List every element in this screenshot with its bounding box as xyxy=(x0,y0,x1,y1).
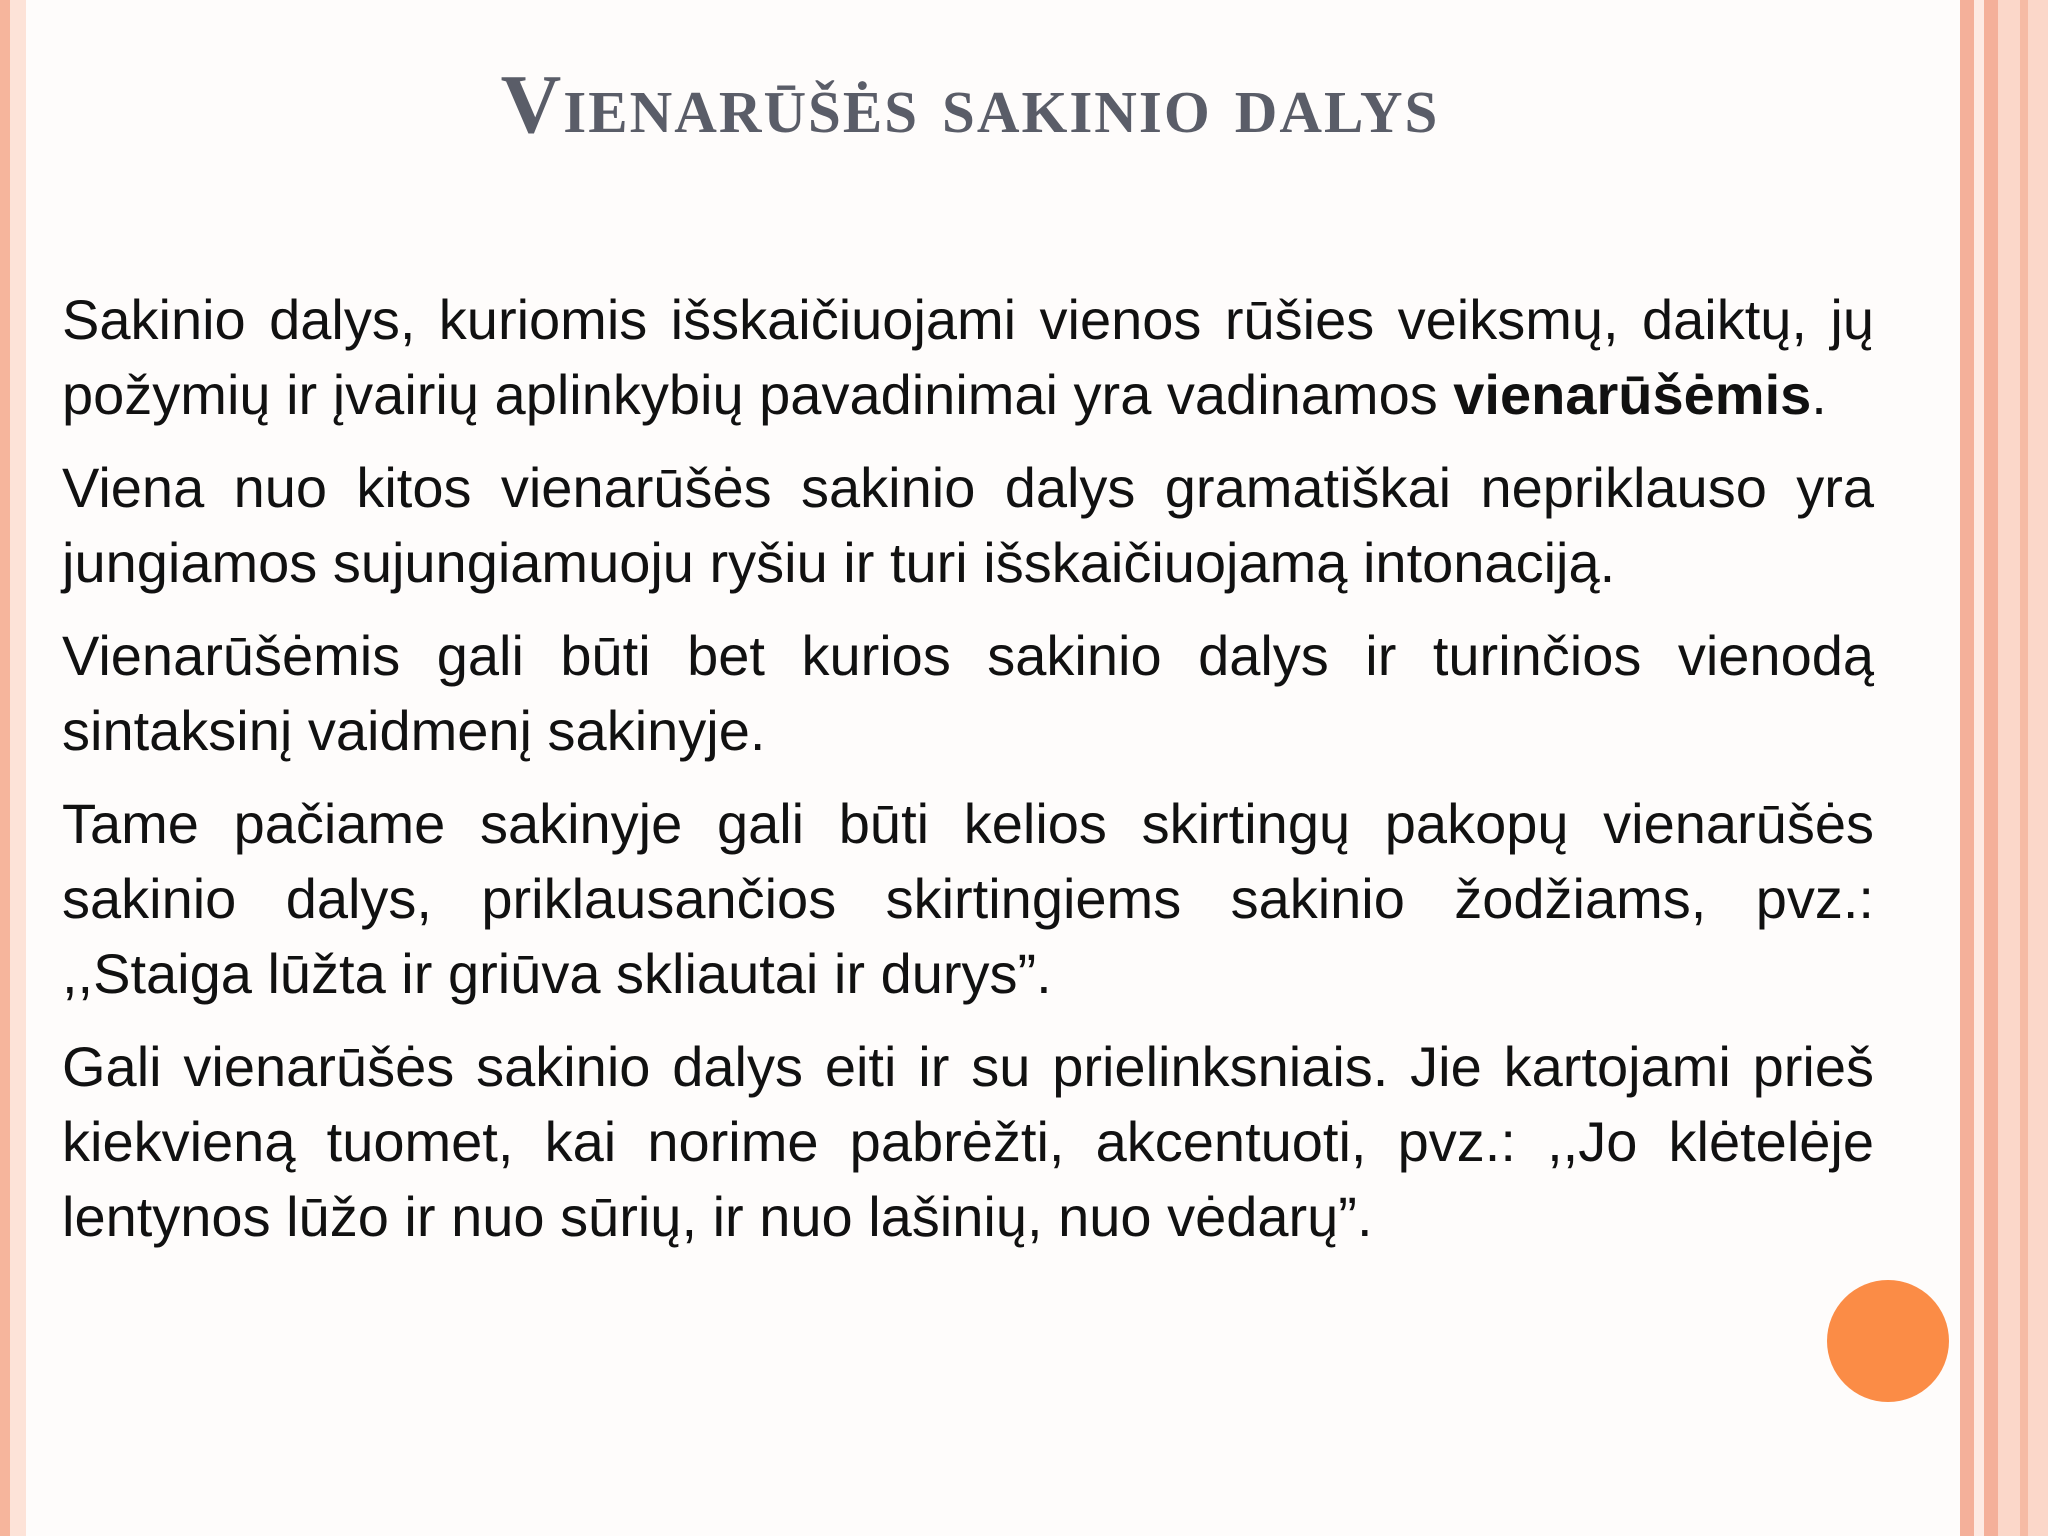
left-decorative-border xyxy=(0,0,26,1536)
paragraph-text: . xyxy=(1811,363,1827,426)
paragraph: Vienarūšėmis gali būti bet kurios sakinio dalys ir turinčios vienodą sintaksinį vaidmenį sakinyje. xyxy=(62,624,1874,762)
paragraph: Tame pačiame sakinyje gali būti kelios skirtingų pakopų vienarūšės sakinio dalys, priklausančios skirtingiems sakinio žodžiams, pvz.: ,,Staiga lūžta ir griūva skliautai ir durys”. xyxy=(62,792,1874,1005)
decorative-orange-circle xyxy=(1827,1280,1949,1402)
paragraph-definition xyxy=(62,282,1874,432)
slide-body xyxy=(62,282,1874,1272)
paragraph: Gali vienarūšės sakinio dalys eiti ir su prielinksniais. Jie kartojami prieš kiekvieną tuomet, kai norime pabrėžti, akcentuoti, pvz.: ,,Jo klėtelėje lentynos lūžo ir nuo sūrių, ir nuo lašinių, nuo vėdarų”. xyxy=(62,1035,1874,1248)
bold-term: vienarūšėmis xyxy=(1453,363,1812,426)
right-decorative-border-stripe xyxy=(1960,0,1974,1536)
right-decorative-border-stripe xyxy=(1984,0,1998,1536)
paragraph: Viena nuo kitos vienarūšės sakinio dalys gramatiškai nepriklauso yra jungiamos sujungiamuoju ryšiu ir turi išskaičiuojamą intonaciją. xyxy=(62,456,1874,594)
right-decorative-border-stripe xyxy=(1974,0,1984,1536)
paragraph-text: Sakinio dalys, kuriomis išskaičiuojami vienos rūšies veiksmų, daiktų, jų požymių ir įvairių aplinkybių pavadinimai yra vadinamos xyxy=(62,288,1874,426)
right-decorative-border-stripe xyxy=(2020,0,2028,1536)
slide-title: Vienarūšės sakinio dalys xyxy=(500,58,1440,151)
